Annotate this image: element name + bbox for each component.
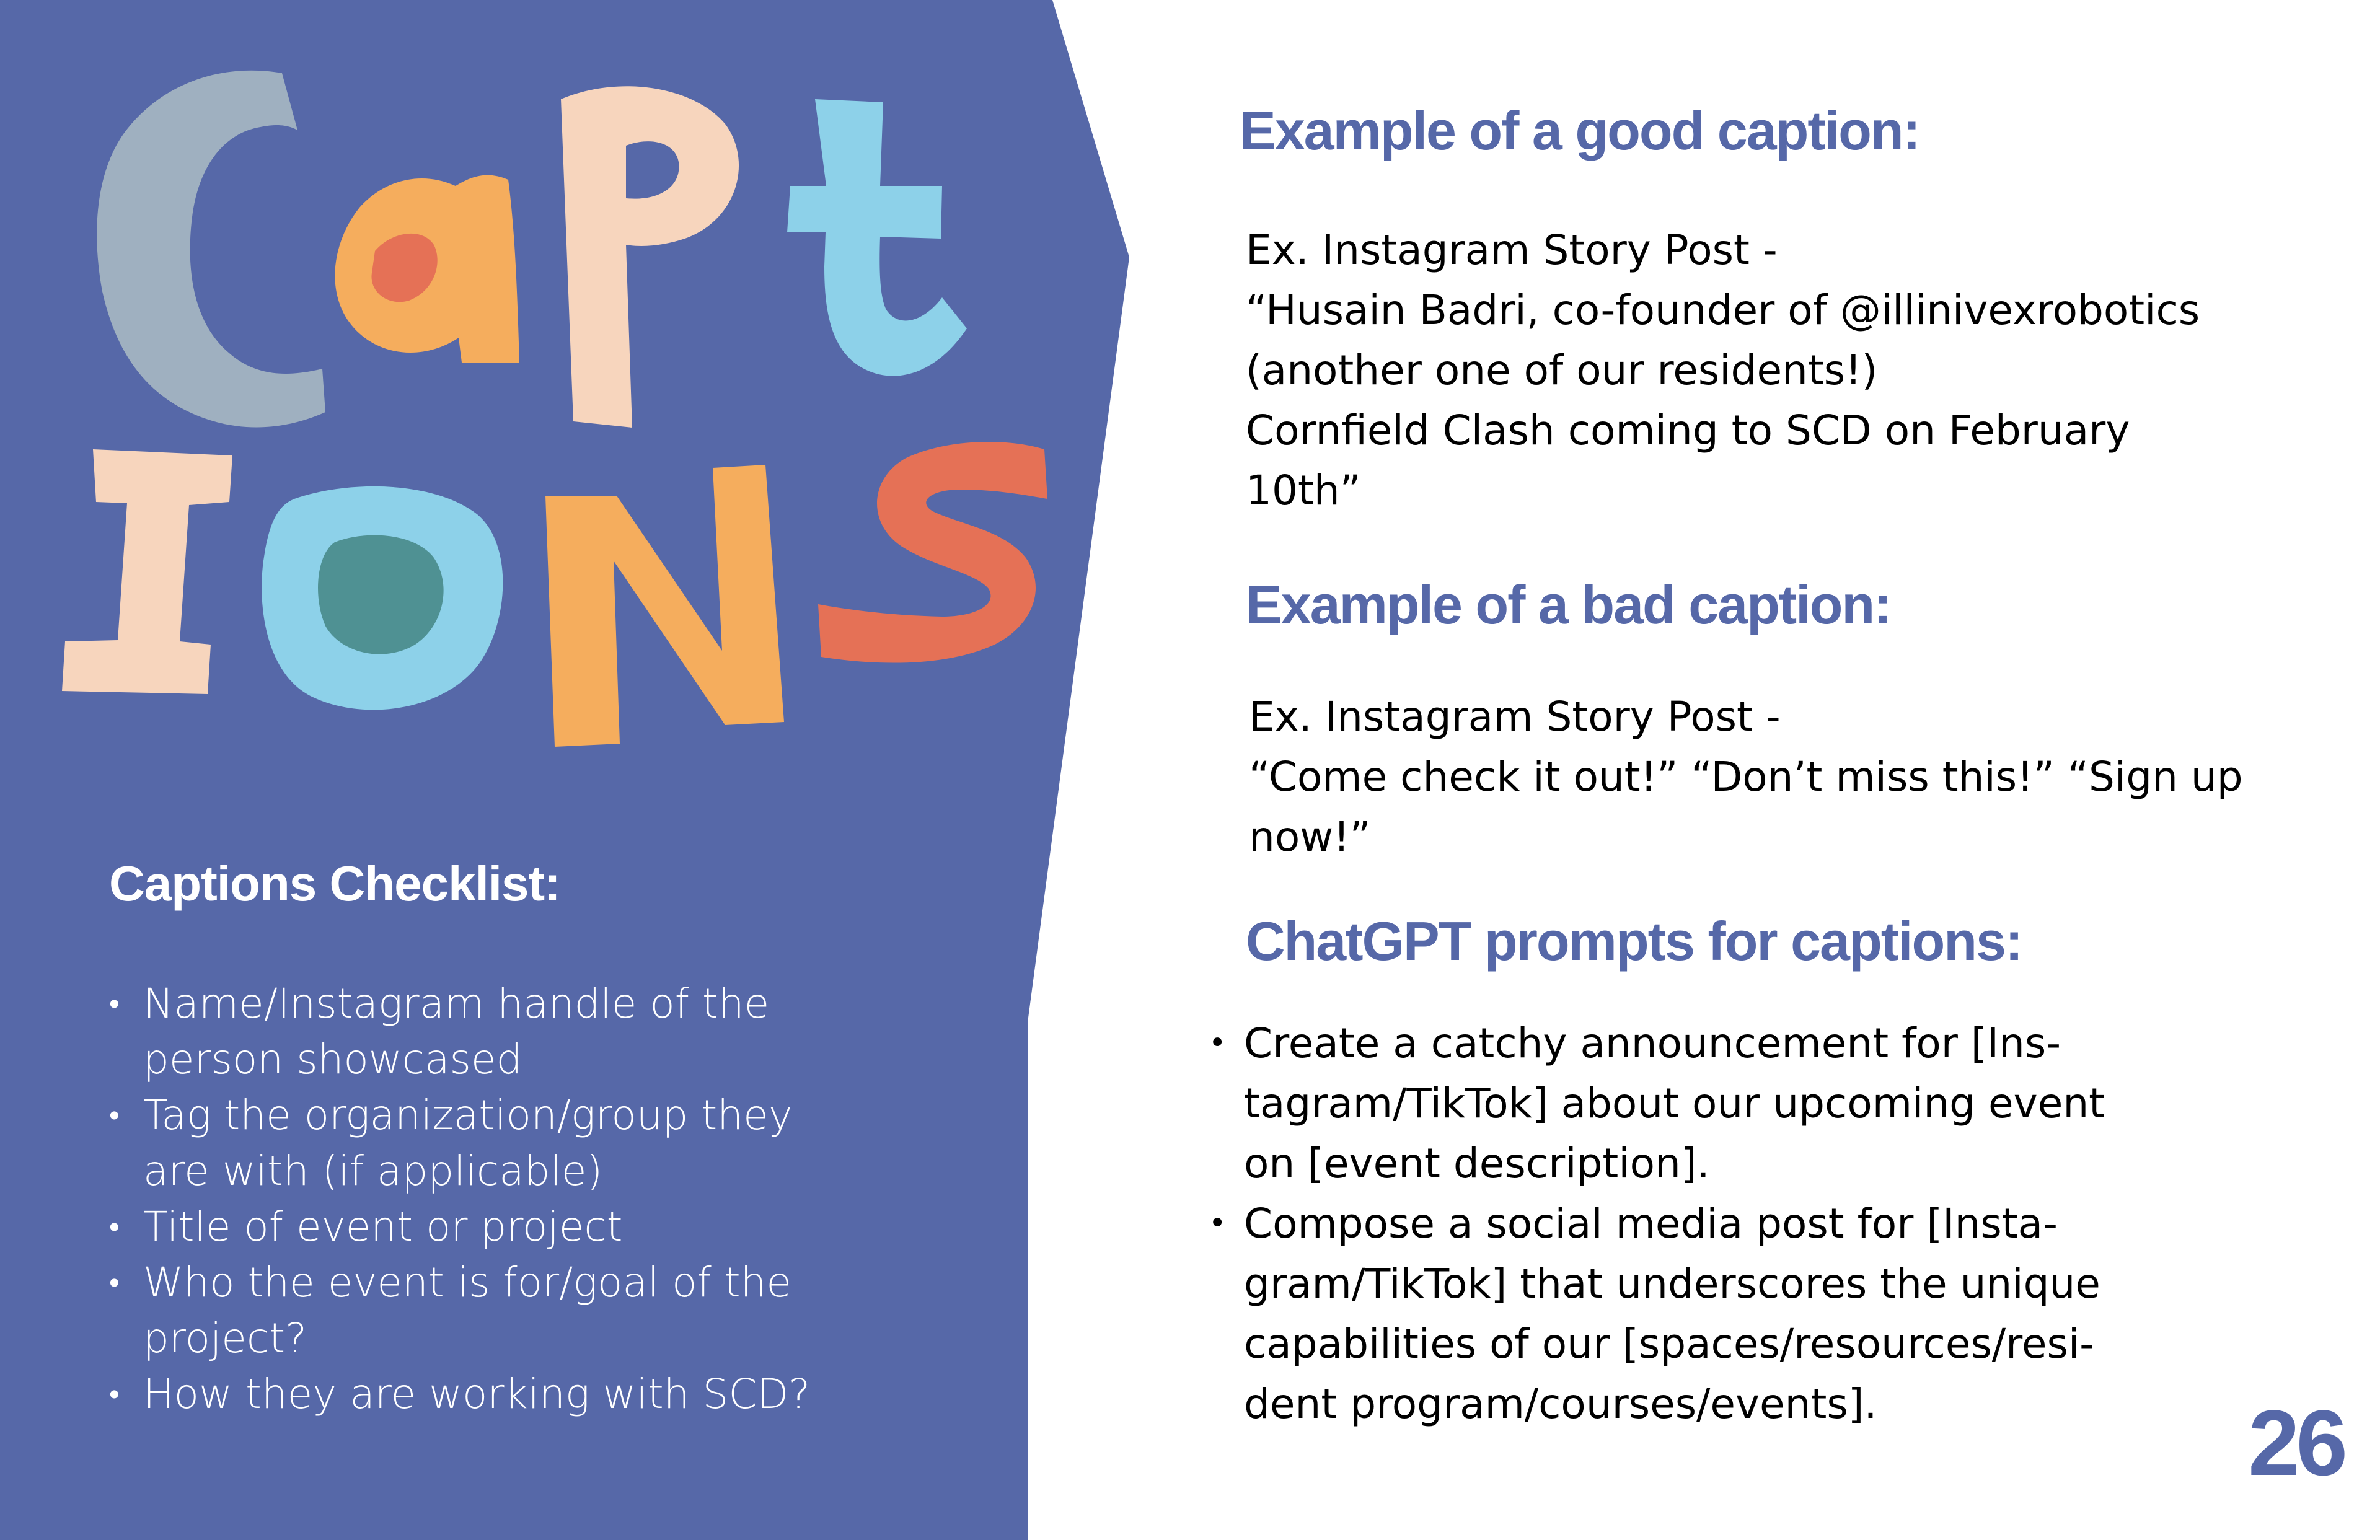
prompt-line: gram/TikTok] that underscores the unique	[1244, 1260, 2100, 1308]
prompt-line: • Create a catchy announcement for [Ins-	[1244, 1019, 2061, 1067]
prompt-line: • Compose a social media post for [Insta-	[1244, 1200, 2058, 1247]
bad-caption-example	[1249, 687, 2243, 867]
checklist-item	[109, 1366, 1026, 1422]
bad-caption-line: “Come check it out!” “Don’t miss this!” “Sign up	[1249, 753, 2243, 801]
checklist-item-line: • How they are working with SCD?	[143, 1370, 811, 1418]
prompt-item	[1209, 1013, 2105, 1194]
checklist-item	[109, 1199, 1026, 1255]
checklist-heading: Captions Checklist:	[109, 856, 560, 911]
good-caption-line: 10th”	[1246, 467, 1361, 514]
bad-caption-heading: Example of a bad caption:	[1246, 574, 1891, 635]
prompt-line: on [event description].	[1244, 1140, 1710, 1187]
checklist-item-line: • Name/Instagram handle of the	[143, 980, 770, 1027]
title-letter-o-center	[318, 535, 444, 654]
checklist-item-line: • Title of event or project	[143, 1203, 623, 1251]
checklist-item	[109, 976, 1026, 1088]
checklist-item	[109, 1255, 1026, 1366]
good-caption-heading: Example of a good caption:	[1240, 100, 1919, 161]
bad-caption-line: now!”	[1249, 813, 1371, 861]
checklist-item-line: person showcased	[143, 1036, 522, 1083]
good-caption-line: “Husain Badri, co-founder of @illinivexrobotics	[1246, 286, 2200, 334]
good-caption-line: Cornfield Clash coming to SCD on February	[1246, 407, 2130, 454]
prompt-line: dent program/courses/events].	[1244, 1380, 1877, 1428]
checklist-item-line: • Who the event is for/goal of the	[143, 1259, 792, 1306]
checklist-item	[109, 1088, 1026, 1199]
checklist-item-line: project?	[143, 1314, 307, 1362]
prompt-line: capabilities of our [spaces/resources/resi-	[1244, 1320, 2094, 1368]
good-caption-line: Ex. Instagram Story Post -	[1246, 226, 1778, 274]
checklist-item-line: • Tag the organization/group they	[143, 1091, 793, 1139]
bad-caption-line: Ex. Instagram Story Post -	[1249, 693, 1781, 741]
checklist-item-line: are with (if applicable)	[143, 1147, 603, 1195]
prompts-heading: ChatGPT prompts for captions:	[1246, 910, 2022, 972]
chatgpt-prompts-list	[1209, 1013, 2105, 1434]
good-caption-example	[1246, 220, 2200, 521]
captions-checklist	[109, 976, 1026, 1422]
prompt-line: tagram/TikTok] about our upcoming event	[1244, 1080, 2105, 1127]
good-caption-line: (another one of our residents!)	[1246, 346, 1878, 394]
prompt-item	[1209, 1194, 2105, 1434]
page-number: 26	[2248, 1391, 2344, 1495]
